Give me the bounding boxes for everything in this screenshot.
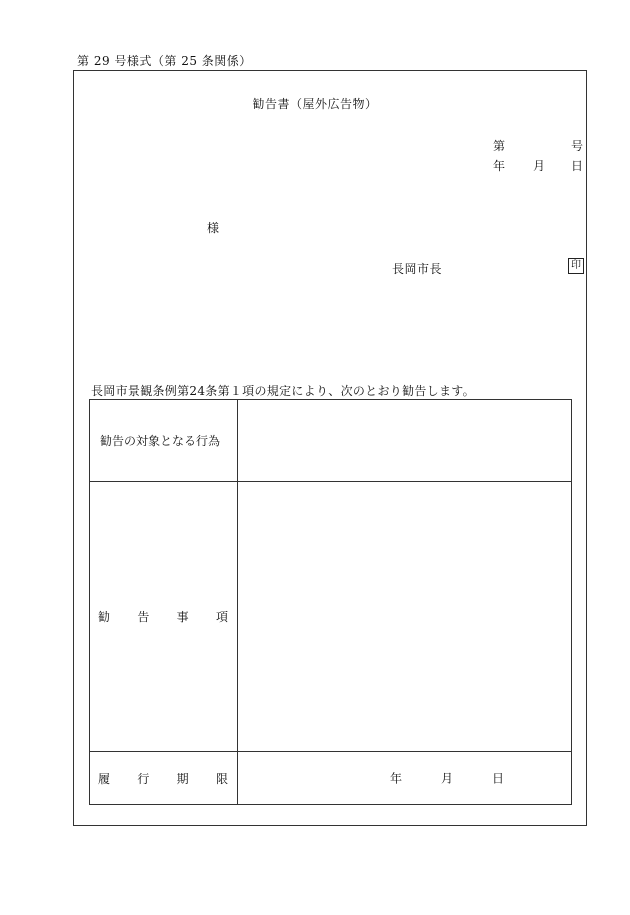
label-char: 期 [176,771,189,786]
addressee-honorific: 様 [207,221,220,235]
label-cell-deadline [90,752,238,805]
intro-text: 長岡市景観条例第24条第１項の規定により、次のとおり勧告します。 [91,384,475,398]
label-char: 履 [98,771,111,786]
document-title: 勧告書（屋外広告物） [252,97,378,111]
value-cell-recommendation-items [238,482,572,752]
recommendation-table [89,399,572,805]
label-char: 行 [137,771,150,786]
value-cell-target-act [238,400,572,482]
document-number-prefix: 第 [493,139,506,153]
table-row [90,752,572,805]
sender-name: 長岡市長 [392,262,443,276]
form-number-label: 第 29 号様式（第 25 条関係） [77,54,252,68]
value-cell-deadline [238,752,572,805]
label-char: 限 [215,771,228,786]
issue-date-month: 月 [533,159,546,173]
issue-date-year: 年 [493,159,506,173]
table-row [90,400,572,482]
label-char: 告 [137,610,150,624]
label-target-act: 勧告の対象となる行為 [100,434,221,448]
label-cell-target-act [90,400,238,482]
deadline-year: 年 [390,771,403,786]
deadline-month: 月 [441,771,454,786]
deadline-day: 日 [492,771,505,786]
label-char: 事 [176,610,189,624]
label-char: 勧 [98,610,111,624]
label-cell-recommendation-items [90,482,238,752]
label-recommendation-items [90,608,237,625]
label-deadline [90,770,237,787]
table-row [90,482,572,752]
seal-stamp: 印 [568,258,584,274]
document-number-suffix: 号 [571,139,584,153]
issue-date-day: 日 [571,159,584,173]
label-char: 項 [215,610,228,624]
